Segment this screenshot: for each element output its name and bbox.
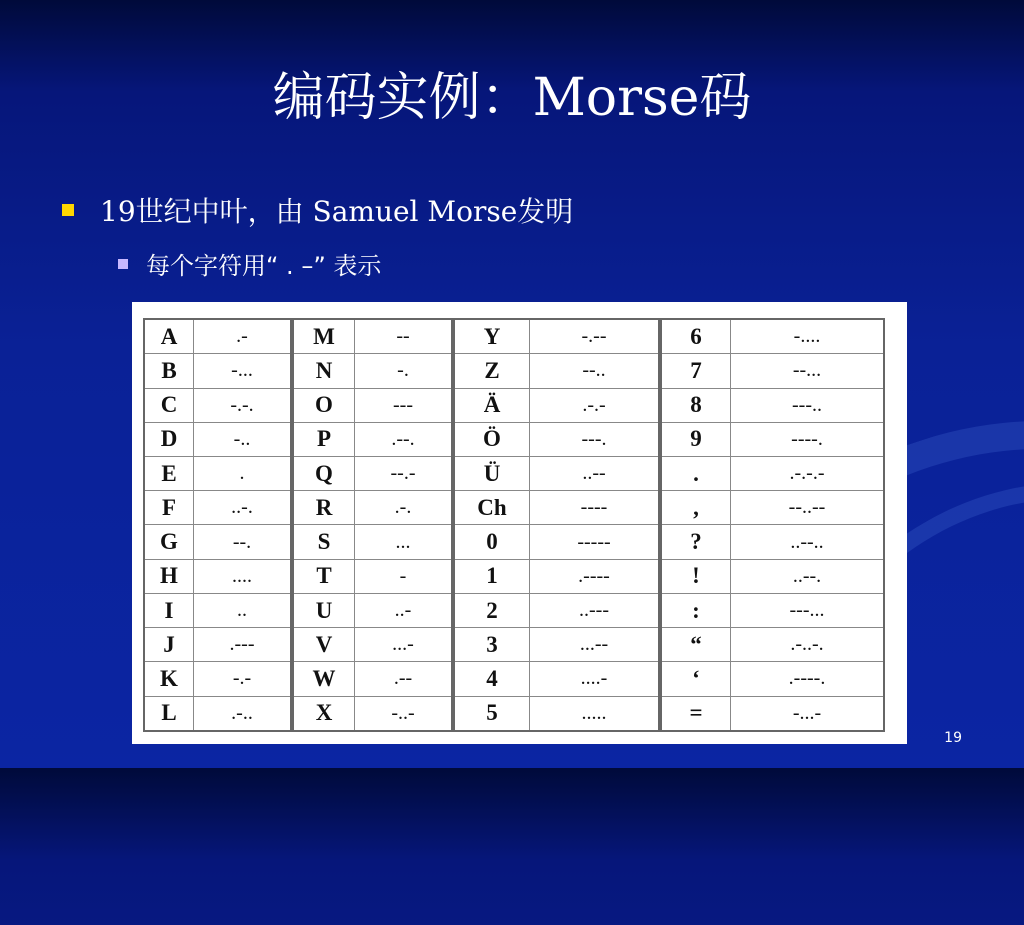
morse-code: --..-- bbox=[731, 491, 885, 525]
morse-character: “ bbox=[661, 628, 731, 662]
morse-code: .. bbox=[194, 593, 292, 627]
morse-character: C bbox=[144, 388, 194, 422]
morse-code: ...- bbox=[355, 628, 453, 662]
table-row bbox=[293, 628, 452, 662]
table-row bbox=[454, 628, 659, 662]
morse-code: ---- bbox=[530, 491, 660, 525]
table-row bbox=[661, 354, 884, 388]
table-row bbox=[293, 593, 452, 627]
table-row bbox=[144, 662, 291, 696]
morse-code: .----. bbox=[731, 662, 885, 696]
morse-code: .-- bbox=[355, 662, 453, 696]
table-row bbox=[144, 491, 291, 525]
table-row bbox=[454, 388, 659, 422]
table-row bbox=[454, 696, 659, 731]
morse-character: = bbox=[661, 696, 731, 731]
morse-character: Ä bbox=[454, 388, 530, 422]
morse-code: -... bbox=[194, 354, 292, 388]
morse-code: -.... bbox=[731, 319, 885, 354]
table-row bbox=[661, 422, 884, 456]
morse-code: -..- bbox=[355, 696, 453, 731]
table-row bbox=[293, 319, 452, 354]
morse-character: 2 bbox=[454, 593, 530, 627]
morse-code: ...-- bbox=[530, 628, 660, 662]
morse-code: - bbox=[355, 559, 453, 593]
morse-code: .-.. bbox=[194, 696, 292, 731]
morse-character: M bbox=[293, 319, 355, 354]
table-row bbox=[293, 559, 452, 593]
table-row bbox=[293, 525, 452, 559]
morse-code: .- bbox=[194, 319, 292, 354]
table-row bbox=[661, 491, 884, 525]
table-row bbox=[454, 559, 659, 593]
morse-code: ----- bbox=[530, 525, 660, 559]
morse-code: ....- bbox=[530, 662, 660, 696]
table-row bbox=[661, 319, 884, 354]
table-row bbox=[144, 628, 291, 662]
morse-character: E bbox=[144, 456, 194, 490]
morse-code: --.- bbox=[355, 456, 453, 490]
morse-character: , bbox=[661, 491, 731, 525]
morse-character: 6 bbox=[661, 319, 731, 354]
morse-tables bbox=[143, 318, 895, 732]
bullet-text-2: 每个字符用“ . –” 表示 bbox=[146, 252, 382, 280]
morse-code: ---. bbox=[530, 422, 660, 456]
morse-character: O bbox=[293, 388, 355, 422]
table-row bbox=[293, 354, 452, 388]
morse-code: ..--. bbox=[731, 559, 885, 593]
morse-character: A bbox=[144, 319, 194, 354]
morse-code: ..--- bbox=[530, 593, 660, 627]
table-row bbox=[293, 422, 452, 456]
table-row bbox=[144, 525, 291, 559]
morse-character: F bbox=[144, 491, 194, 525]
table-row bbox=[144, 456, 291, 490]
morse-code: .-.- bbox=[530, 388, 660, 422]
morse-character: 7 bbox=[661, 354, 731, 388]
morse-character: 5 bbox=[454, 696, 530, 731]
morse-code: .--- bbox=[194, 628, 292, 662]
table-row bbox=[454, 593, 659, 627]
morse-code: ..-- bbox=[530, 456, 660, 490]
table-row bbox=[454, 319, 659, 354]
morse-character: I bbox=[144, 593, 194, 627]
morse-character: S bbox=[293, 525, 355, 559]
morse-character: ! bbox=[661, 559, 731, 593]
bullet-square-icon bbox=[118, 259, 128, 269]
morse-character: Ö bbox=[454, 422, 530, 456]
morse-code: .-. bbox=[355, 491, 453, 525]
table-row bbox=[661, 628, 884, 662]
morse-character: W bbox=[293, 662, 355, 696]
morse-code: --.. bbox=[530, 354, 660, 388]
table-row bbox=[293, 696, 452, 731]
morse-character: Z bbox=[454, 354, 530, 388]
table-row bbox=[454, 525, 659, 559]
bullet-item-1 bbox=[62, 190, 573, 230]
morse-code: ..--.. bbox=[731, 525, 885, 559]
table-row bbox=[144, 559, 291, 593]
morse-character: D bbox=[144, 422, 194, 456]
morse-character: J bbox=[144, 628, 194, 662]
morse-code: --... bbox=[731, 354, 885, 388]
morse-character: : bbox=[661, 593, 731, 627]
morse-code: -.-- bbox=[530, 319, 660, 354]
morse-character: V bbox=[293, 628, 355, 662]
morse-code: -- bbox=[355, 319, 453, 354]
morse-code: ---... bbox=[731, 593, 885, 627]
table-row bbox=[293, 662, 452, 696]
morse-character: 9 bbox=[661, 422, 731, 456]
table-row bbox=[661, 696, 884, 731]
table-row bbox=[661, 388, 884, 422]
table-row bbox=[661, 593, 884, 627]
morse-character: L bbox=[144, 696, 194, 731]
table-row bbox=[454, 491, 659, 525]
table-row bbox=[144, 354, 291, 388]
morse-table bbox=[660, 318, 885, 732]
morse-code: .---- bbox=[530, 559, 660, 593]
morse-code: .-.-.- bbox=[731, 456, 885, 490]
table-row bbox=[144, 422, 291, 456]
morse-character: B bbox=[144, 354, 194, 388]
morse-code: .... bbox=[194, 559, 292, 593]
table-row bbox=[144, 593, 291, 627]
morse-code: -.-. bbox=[194, 388, 292, 422]
morse-code: .-..-. bbox=[731, 628, 885, 662]
morse-code: ---.. bbox=[731, 388, 885, 422]
table-row bbox=[144, 696, 291, 731]
bullet-square-icon bbox=[62, 204, 74, 216]
table-row bbox=[661, 559, 884, 593]
morse-character: 4 bbox=[454, 662, 530, 696]
morse-code: -.. bbox=[194, 422, 292, 456]
morse-table bbox=[143, 318, 292, 732]
table-row bbox=[661, 662, 884, 696]
bullet-text-1: 19世纪中叶，由 Samuel Morse发明 bbox=[100, 195, 574, 228]
morse-character: 8 bbox=[661, 388, 731, 422]
morse-code: ... bbox=[355, 525, 453, 559]
page-number: 19 bbox=[944, 730, 962, 746]
morse-character: P bbox=[293, 422, 355, 456]
morse-character: Ch bbox=[454, 491, 530, 525]
morse-code: -.- bbox=[194, 662, 292, 696]
morse-code: -. bbox=[355, 354, 453, 388]
table-row bbox=[661, 456, 884, 490]
table-row bbox=[144, 319, 291, 354]
morse-character: . bbox=[661, 456, 731, 490]
morse-code: .--. bbox=[355, 422, 453, 456]
morse-table-panel bbox=[132, 302, 907, 744]
morse-character: ? bbox=[661, 525, 731, 559]
table-row bbox=[293, 491, 452, 525]
morse-code: --- bbox=[355, 388, 453, 422]
morse-code: --. bbox=[194, 525, 292, 559]
morse-character: 0 bbox=[454, 525, 530, 559]
morse-character: 1 bbox=[454, 559, 530, 593]
morse-code: ..- bbox=[355, 593, 453, 627]
morse-code: -...- bbox=[731, 696, 885, 731]
table-row bbox=[454, 456, 659, 490]
morse-code: . bbox=[194, 456, 292, 490]
morse-character: X bbox=[293, 696, 355, 731]
morse-character: T bbox=[293, 559, 355, 593]
bullet-item-2 bbox=[118, 246, 381, 281]
morse-code: ..-. bbox=[194, 491, 292, 525]
slide-title: 编码实例：Morse码 bbox=[272, 68, 752, 128]
table-row bbox=[454, 354, 659, 388]
table-row bbox=[293, 456, 452, 490]
morse-code: ----. bbox=[731, 422, 885, 456]
morse-character: N bbox=[293, 354, 355, 388]
morse-character: H bbox=[144, 559, 194, 593]
morse-table bbox=[292, 318, 453, 732]
morse-character: U bbox=[293, 593, 355, 627]
morse-character: K bbox=[144, 662, 194, 696]
morse-character: Y bbox=[454, 319, 530, 354]
morse-character: Ü bbox=[454, 456, 530, 490]
table-row bbox=[454, 422, 659, 456]
morse-character: Q bbox=[293, 456, 355, 490]
morse-character: ‘ bbox=[661, 662, 731, 696]
table-row bbox=[454, 662, 659, 696]
table-row bbox=[144, 388, 291, 422]
morse-character: G bbox=[144, 525, 194, 559]
table-row bbox=[661, 525, 884, 559]
table-row bbox=[293, 388, 452, 422]
morse-code: ..... bbox=[530, 696, 660, 731]
morse-character: 3 bbox=[454, 628, 530, 662]
morse-character: R bbox=[293, 491, 355, 525]
morse-table bbox=[453, 318, 660, 732]
